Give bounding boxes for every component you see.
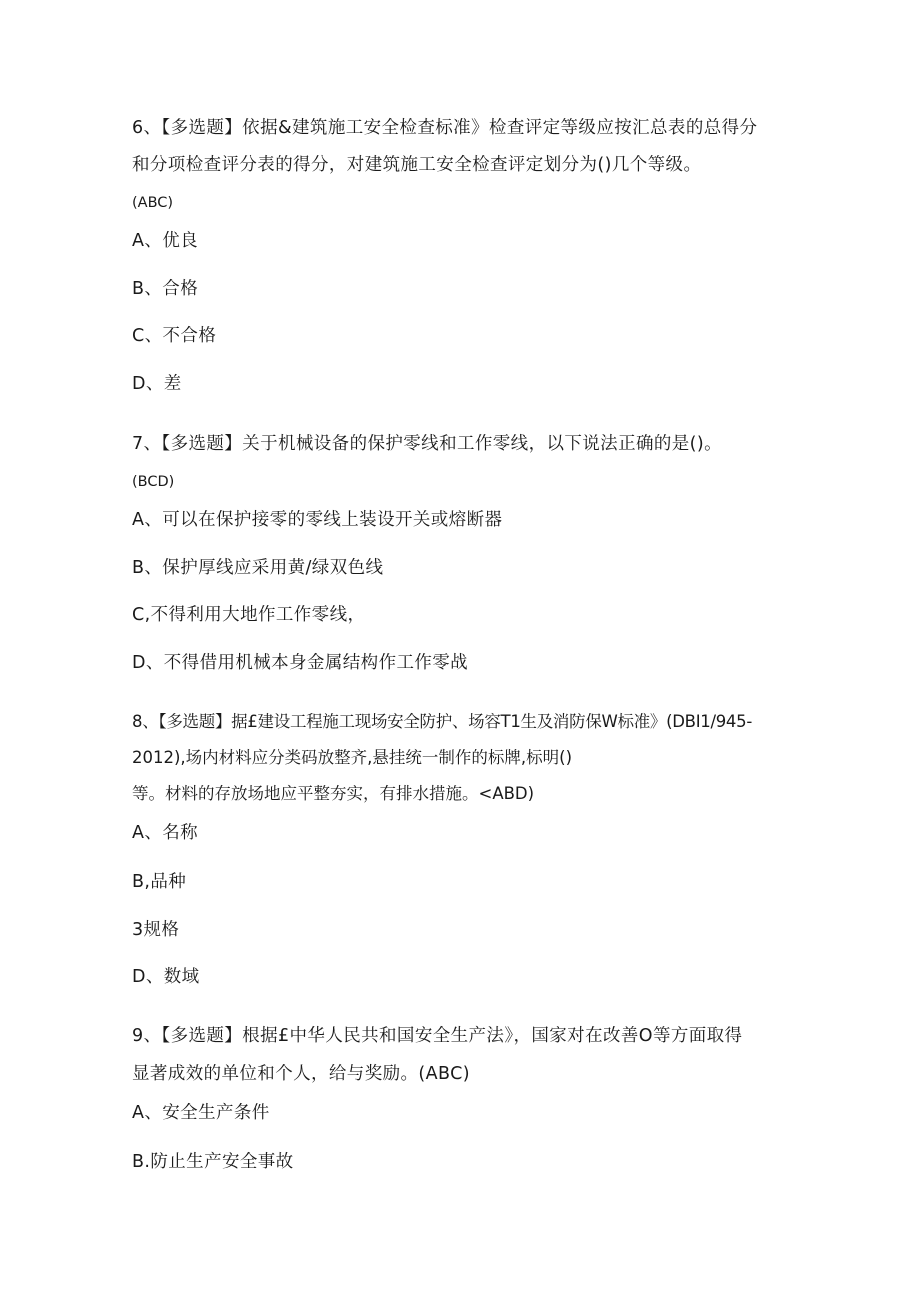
question-7-answer: (BCD) <box>132 474 175 490</box>
question-7-option-b: B、保护厚线应采用黄/绿双色线 <box>132 558 384 578</box>
question-8-option-d: D、数域 <box>132 967 200 987</box>
question-9-line-2: 显著成效的单位和个人，给与奖励。(ABC) <box>132 1064 470 1084</box>
question-9-option-a: A、安全生产条件 <box>132 1103 270 1123</box>
question-8-line-2: 2012),场内材料应分类码放整齐,悬挂统一制作的标牌,标明() <box>132 748 573 767</box>
question-8-option-c: 3规格 <box>132 920 180 940</box>
question-6-option-a: A、优良 <box>132 231 199 251</box>
question-9-line-1: 9、【多选题】根据£中华人民共和国安全生产法》，国家对在改善O等方面取得 <box>132 1026 743 1046</box>
question-9-option-b: B.防止生产安全事故 <box>132 1152 294 1172</box>
question-7-option-a: A、可以在保护接零的零线上装设开关或熔断器 <box>132 510 503 530</box>
question-6-option-c: C、不合格 <box>132 326 217 346</box>
question-8-option-a: A、名称 <box>132 823 199 843</box>
question-6-option-b: B、合格 <box>132 279 199 299</box>
question-6-line-2: 和分项检查评分表的得分，对建筑施工安全检查评定划分为()几个等级。 <box>132 155 702 175</box>
question-7-line-1: 7、【多选题】关于机械设备的保护零线和工作零线，以下说法正确的是()。 <box>132 434 723 454</box>
question-8-line-1: 8、【多选题】据£建设工程施工现场安全防护、场容T1生及消防保W标准》(DBI1/945- <box>132 712 752 731</box>
question-7-option-c: C,不得利用大地作工作零线， <box>132 605 366 625</box>
question-8-option-b: B,品种 <box>132 872 187 892</box>
question-6-answer: (ABC) <box>132 195 174 211</box>
question-6-option-d: D、差 <box>132 374 182 394</box>
question-6-line-1: 6、【多选题】依据&建筑施工安全检查标准》检查评定等级应按汇总表的总得分 <box>132 118 758 138</box>
question-8-line-3: 等。材料的存放场地应平整夯实，有排水措施。<ABD) <box>132 784 535 803</box>
question-7-option-d: D、不得借用机械本身金属结构作工作零战 <box>132 653 469 673</box>
